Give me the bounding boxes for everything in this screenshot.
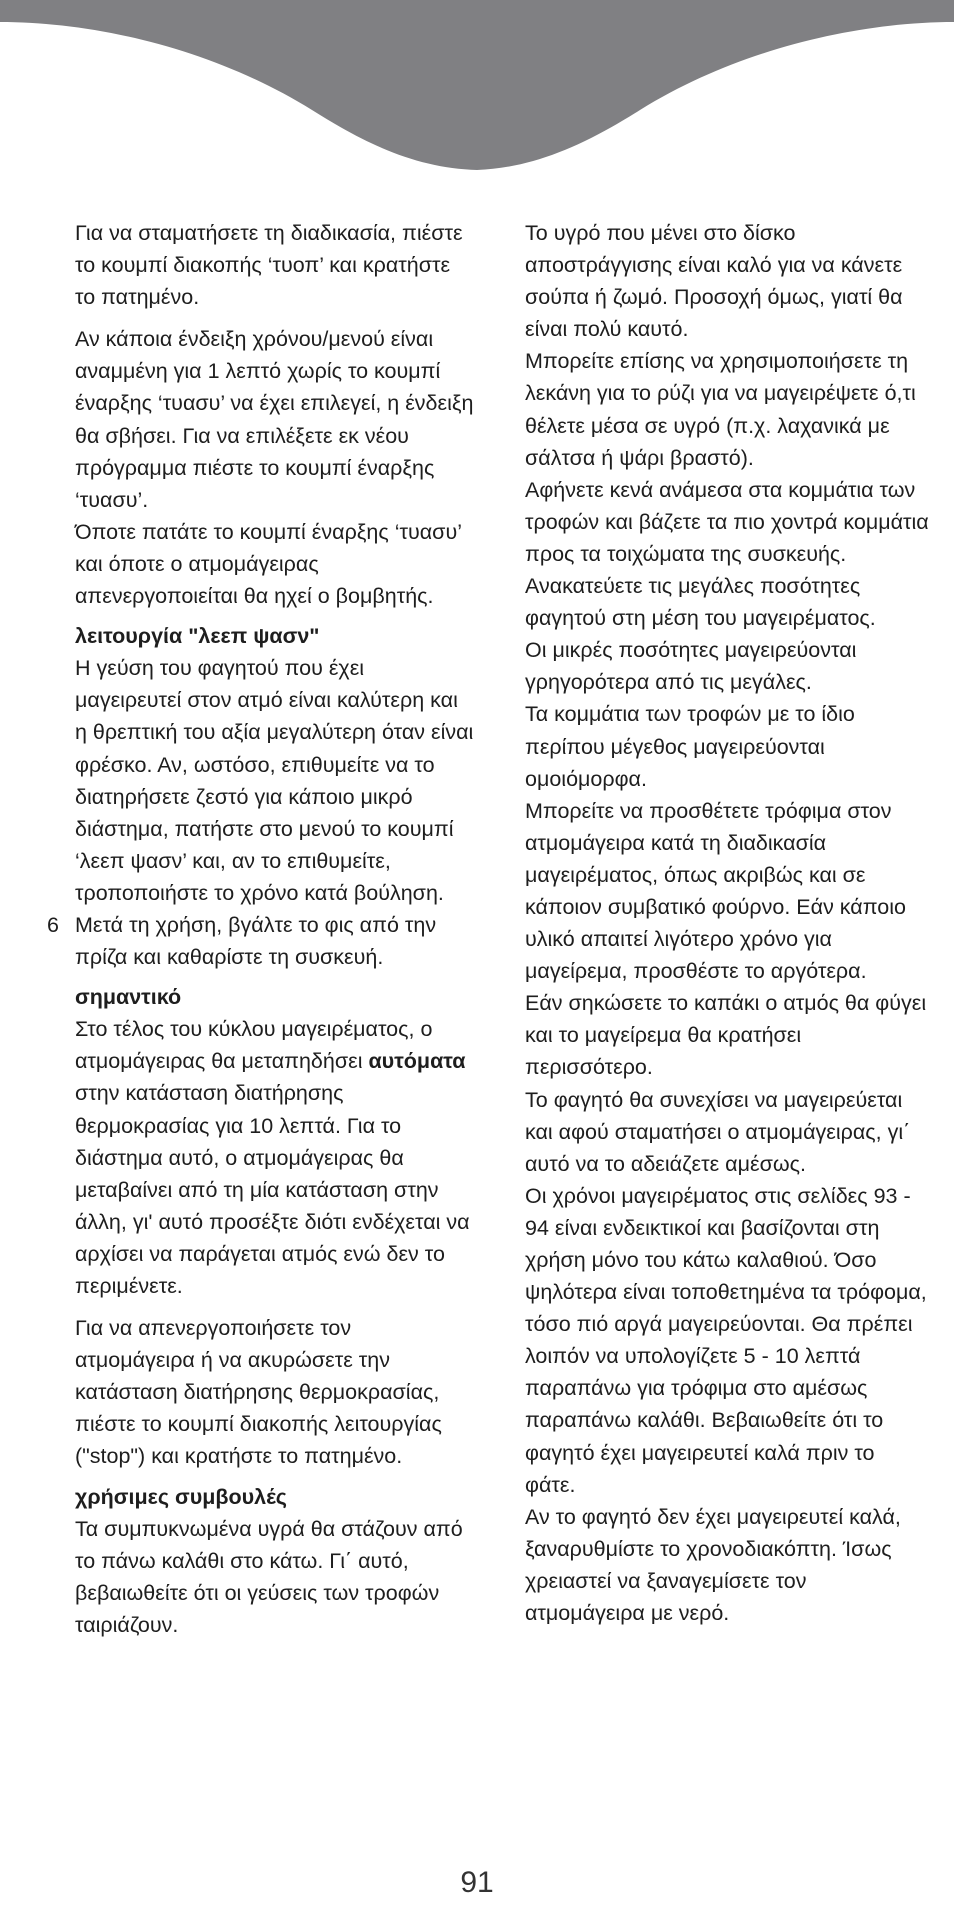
tip-empty-immediately: Το φαγητό θα συνεχίσει να μαγειρεύεται και αφού σταματήσει ο ατμομάγειρας, γι΄ αυτό να το αδειάζετε αμέσως. <box>525 1087 911 1176</box>
text-segment: Στο τέλος του κύκλου μαγειρέματος, ο ατμομάγειρας θα μεταπηδήσει <box>75 1017 433 1074</box>
heading-important: σημαντικό <box>75 985 182 1010</box>
paragraph-buzzer: Όποτε πατάτε το κουμπί έναρξης ‘τυασυ’ και όποτε ο ατμομάγειρας απενεργοποιείται θα ηχεί ο βομβητής. <box>75 519 462 609</box>
heading-keep-warm: λειτουργία "λεεπ ψασν" <box>75 624 320 649</box>
step-number: 6 <box>47 912 59 937</box>
tip-same-size: Τα κομμάτια των τροφών με το ίδιο περίπου μέγεθος μαγειρεύονται ομοιόμορφα. <box>525 702 855 791</box>
paragraph-important <box>75 1013 475 1302</box>
heading-useful-tips: χρήσιμες συμβουλές <box>75 1484 287 1509</box>
paragraph-stop-process: Για να σταματήσετε τη διαδικασία, πιέστε το κουμπί διακοπής ‘τυοπ’ και κρατήστε το πατημένο. <box>75 221 463 310</box>
left-column <box>47 217 475 1641</box>
tip-spacing: Αφήνετε κενά ανάμεσα στα κομμάτια των τροφών και βάζετε τα πιο χοντρά κομμάτια προς τα τοιχώματα της συσκευής. <box>525 477 929 566</box>
tip-add-food: Μπορείτε να προσθέτετε τρόφιμα στον ατμομάγειρα κατά τη διαδικασία μαγειρέματος, όπως ακριβώς και σε κάποιον συμβατικό φούρνο. Εάν κάποιο υλικό απαιτεί λιγότερο χρόνο για μαγείρεμα, προσθέστε το αργότερα. <box>525 798 906 984</box>
step-6 <box>47 909 475 973</box>
page-number: 91 <box>460 1866 494 1899</box>
tip-rice-bowl: Μπορείτε επίσης να χρησιμοποιήσετε τη λεκάνη για το ρύζι για να μαγειρέψετε ό,τι θέλετε μέσα σε υγρό (π.χ. λαχανικά με σάλτσα ή ψάρι βραστό). <box>525 349 916 470</box>
tip-drip-tray: Το υγρό που μένει στο δίσκο αποστράγγισης είναι καλό για να κάνετε σούπα ή ζωμό. Προσοχή όμως, γιατί θα είναι πολύ καυτό. <box>525 221 903 342</box>
right-column <box>525 217 930 1629</box>
tip-cooking-times: Οι χρόνοι μαγειρέματος στις σελίδες 93 - 94 είναι ενδεικτικοί και βασίζονται στη χρήση μόνο του κάτω καλαθιού. Όσο ψηλότερα είναι τοποθετημένα τα τρόφομα, τόσο πιό αργά μαγειρεύονται. Θα πρέπει λοιπόν να υπολογίζετε 5 - 10 λεπτά παραπάνω για τρόφιμα στο αμέσως παραπάνω καλάθι. Βεβαιωθείτε ότι το φαγητό έχει μαγειρευτεί καλά πριν το φάτε. <box>525 1183 927 1497</box>
tip-stir: Ανακατεύετε τις μεγάλες ποσότητες φαγητού στη μέση του μαγειρέματος. <box>525 574 876 631</box>
paragraph-indicator-timeout: Αν κάποια ένδειξη χρόνου/μενού είναι αναμμένη για 1 λεπτό χωρίς το κουμπί έναρξης ‘τυασυ’ να έχει επιλεγεί, η ένδειξη θα σβήσει. Για να επιλέξετε εκ νέου πρόγραμμα πιέστε το κουμπί έναρξης ‘τυασυ’. <box>75 327 474 512</box>
paragraph-deactivate: Για να απενεργοποιήσετε τον ατμομάγειρα ή να ακυρώσετε την κατάσταση διατήρησης θερμοκρασίας, πιέστε το κουμπί διακοπής λειτουργίας ("stop") και κρατήστε το πατημένο. <box>75 1316 442 1469</box>
paragraph-keep-warm: Η γεύση του φαγητού που έχει μαγειρευτεί στον ατμό είναι καλύτερη και η θρεπτική του αξία μεγαλύτερη όταν είναι φρέσκο. Αν, ωστόσο, επιθυμείτε να το διατηρήσετε ζεστό για κάποιο μικρό διάστημα, πατήστε στο μενού το κουμπί ‘λεεπ ψασν’ και, αν το επιθυμείτε, τροποποιήστε το χρόνο κατά βούληση. <box>75 656 474 905</box>
step-text: Μετά τη χρήση, βγάλτε το φις από την πρίζα και καθαρίστε τη συσκευή. <box>75 912 437 970</box>
text-segment: στην κατάσταση διατήρησης θερμοκρασίας για 10 λεπτά. Για το διάστημα αυτό, ο ατμομάγειρας θα μεταβαίνει από τη μία κατάσταση στην άλλη, γι' αυτό προσέξτε διότι ενδέχεται να αρχίσει να παράγεται ατμός ενώ δεν το περιμένετε. <box>75 1081 470 1298</box>
paragraph-condensation: Τα συμπυκνωμένα υγρά θα στάζουν από το πάνω καλάθι στο κάτω. Γι΄ αυτό, βεβαιωθείτε ότι οι γεύσεις των τροφών ταιριάζουν. <box>75 1516 463 1637</box>
tip-reset-timer: Αν το φαγητό δεν έχει μαγειρευτεί καλά, ξαναρυθμίστε το χρονοδιακόπτη. Ίσως χρειαστεί να ξαναγεμίσετε τον ατμομάγειρα με νερό. <box>525 1504 901 1626</box>
tip-small-quantities: Οι μικρές ποσότητες μαγειρεύονται γρηγορότερα από τις μεγάλες. <box>525 638 857 695</box>
header-wave-decoration <box>0 0 954 190</box>
bold-word-automatically: αυτόματα <box>368 1049 466 1074</box>
tip-lid: Εάν σηκώσετε το καπάκι ο ατμός θα φύγει και το μαγείρεμα θα κρατήσει περισσότερο. <box>525 991 927 1080</box>
